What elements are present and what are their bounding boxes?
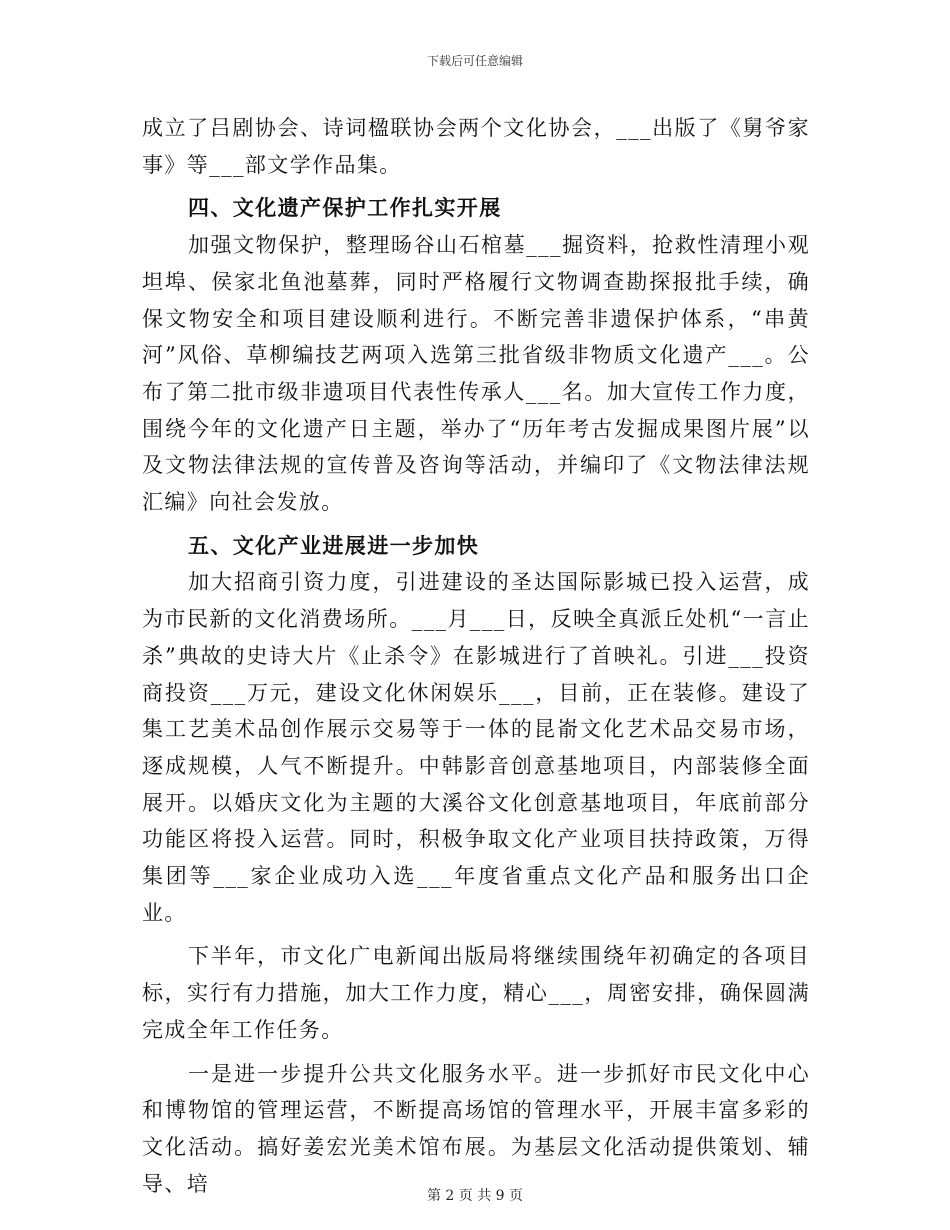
page-number: 第 2 页 共 9 页	[426, 1188, 524, 1204]
paragraph-industry: 加大招商引资力度，引进建设的圣达国际影城已投入运营，成为市民新的文化消费场所。___月___日，反映全真派丘处机“一言止杀”典故的史诗大片《止杀令》在影城进行了首映礼。引进___投资商投资___万元，建设文化休闲娱乐___，目前，正在装修。建设了集工艺美术品创作展示交易等于一体的昆嵛文化艺术品交易市场，逐成规模，人气不断提升。中韩影音创意基地项目，内部装修全面展开。以婚庆文化为主题的大溪谷文化创意基地项目，年底前部分功能区将投入运营。同时，积极争取文化产业项目扶持政策，万得集团等___家企业成功入选___年度省重点文化产品和服务出口企业。	[142, 570, 810, 925]
paragraph-continuation: 成立了吕剧协会、诗词楹联协会两个文化协会，___出版了《舅爷家事》等___部文学作品集。	[142, 116, 810, 177]
paragraph-public-service: 一是进一步提升公共文化服务水平。进一步抓好市民文化中心和博物馆的管理运营，不断提高场馆的管理水平，开展丰富多彩的文化活动。搞好姜宏光美术馆布展。为基层文化活动提供策划、辅导、培	[142, 1061, 810, 1196]
paragraph-second-half: 下半年，市文化广电新闻出版局将继续围绕年初确定的各项目标，实行有力措施，加大工作力度，精心___，周密安排，确保圆满完成全年工作任务。	[142, 944, 810, 1042]
document-body	[142, 110, 810, 1202]
page-header: 下载后可任意编辑	[426, 54, 523, 68]
paragraph-heritage: 加强文物保护，整理旸谷山石棺墓___掘资料，抢救性清理小观坦埠、侯家北鱼池墓葬，同时严格履行文物调查勘探报批手续，确保文物安全和项目建设顺利进行。不断完善非遗保护体系，“串黄河”风俗、草柳编技艺两项入选第三批省级非物质文化遗产___。公布了第二批市级非遗项目代表性传承人___名。加大宣传工作力度，围绕今年的文化遗产日主题，举办了“历年考古发掘成果图片展”以及文物法律法规的宣传普及咨询等活动，并编印了《文物法律法规汇编》向社会发放。	[142, 233, 810, 515]
section-heading-4: 四、文化遗产保护工作扎实开展	[188, 195, 502, 221]
section-heading-5: 五、文化产业进展进一步加快	[188, 532, 480, 558]
